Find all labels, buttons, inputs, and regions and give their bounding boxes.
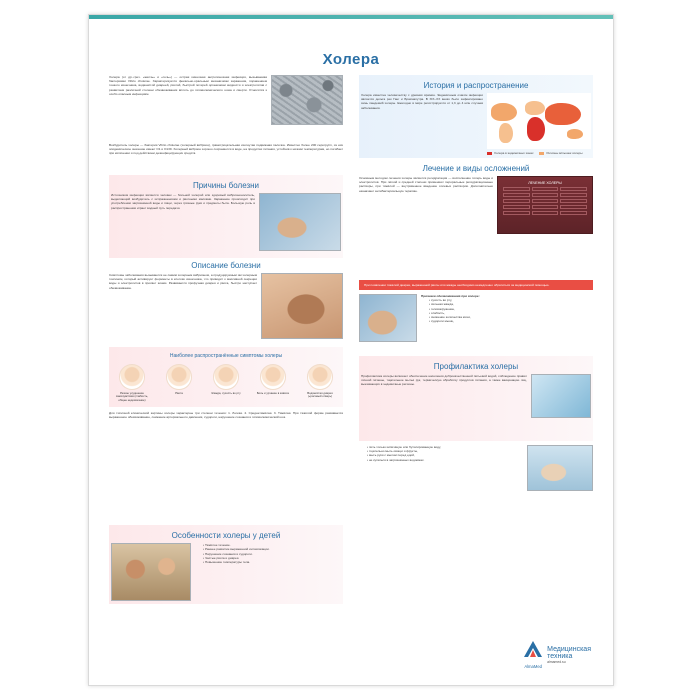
logo-line1: Медицинская bbox=[547, 645, 591, 653]
dehydration-bullet: • снижение количества мочи, bbox=[429, 315, 593, 319]
dehydration-title: Признаки обезвоживания при холере: bbox=[421, 294, 480, 298]
symptom-caption: Водянистая диарея («рисовый отвар») bbox=[307, 391, 333, 399]
logo-site: almamed.su bbox=[547, 659, 566, 664]
page-title: Холера bbox=[322, 51, 380, 68]
symptom-caption: Резкое ухудшение самочувствия (слабость, общее недомогание) bbox=[115, 391, 149, 402]
history-text: Холера известна человечеству с древних времён. Эндемичным очагом инфекции является дельта рек Ганг и Брахмапутра. В XIX–XX веках было зафиксировано семь пандемий холеры. Ежегодно в мире регистрируется от 1,3 до 4 млн случаев заболевания. bbox=[361, 93, 483, 110]
children-bullet: • Повышение температуры тела. bbox=[203, 560, 341, 564]
dehydration-bullet: • сухость во рту, bbox=[429, 298, 593, 302]
course-text: Для типичной клинической картины холеры характерны три степени течения: 1. Легкая. 2. Среднетяжёлая. 3. Тяжёлая. При тяжёлой форме развивается выраженное обезвоживание, снижение артериального давления, судороги, нарушение сознания и гиповолемический шок. bbox=[109, 411, 343, 420]
prevention-bullets bbox=[359, 445, 523, 491]
stomach-pain-icon bbox=[260, 364, 286, 390]
children-title: Особенности холеры у детей bbox=[171, 531, 281, 541]
treatment-title: Лечение и виды осложнений bbox=[422, 164, 530, 173]
history-section bbox=[359, 75, 593, 158]
symptom-item bbox=[209, 364, 243, 402]
world-map bbox=[487, 93, 591, 155]
symptom-item bbox=[256, 364, 290, 402]
symptoms-title: Наиболее распространённые симптомы холеры bbox=[169, 353, 283, 359]
prevention-title: Профилактика холеры bbox=[433, 362, 519, 371]
logo-brand: AlmaMed bbox=[524, 664, 542, 669]
treatment-text: Основным методом лечения холеры является регидратация — восполнение потерь воды и электролитов. При лёгкой и средней степени применяют пероральные регидратационные растворы, при тяжёлой — внутривенное введение солевых растворов. Дополнительно назначают антибактериальную терапию. bbox=[359, 176, 493, 193]
causes-section bbox=[109, 175, 343, 258]
causes-text: Источником инфекции является человек — больной холерой или здоровый вибриононоситель, выделяющий возбудитель с испражнениями и рвотными массами. Заражение происходит при употреблении загрязнённой воды и пищи, через грязные руки и предметы быта. Большую роль в распространении играет водный путь передачи. bbox=[111, 193, 255, 210]
symptom-item bbox=[115, 364, 149, 402]
legend-item: Регионы вспышек холеры bbox=[546, 151, 583, 155]
description-title: Описание болезни bbox=[191, 261, 261, 270]
almamed-mark-icon bbox=[523, 640, 543, 658]
diarrhea-icon bbox=[307, 364, 333, 390]
handwashing-sink-image bbox=[527, 445, 593, 491]
treatment-panel-title: ЛЕЧЕНИЕ ХОЛЕРЫ bbox=[528, 181, 562, 185]
hand-washing-image bbox=[259, 193, 341, 251]
prevention-bullet: • тщательно мыть овощи и фрукты, bbox=[367, 449, 523, 453]
pathogen-text: Возбудитель холеры — бактерия Vibrio cholerae (холерный вибрион), грамотрицательная изогнутая подвижная палочка. Известно более 200 серогрупп, из них эпидемическое значение имеют О1 и О139. Холерный вибрион хорошо сохраняется в воде, на продуктах питания, устойчив к низким температурам, но погибает при кипячении и под действием дезинфицирующих средств. bbox=[109, 143, 343, 156]
symptom-item bbox=[162, 364, 196, 402]
vibrio-micrograph-image bbox=[271, 75, 343, 125]
poster bbox=[88, 14, 614, 686]
left-column bbox=[109, 75, 343, 604]
symptom-caption: Боль и урчание в животе bbox=[256, 391, 290, 395]
prevention-section bbox=[359, 356, 593, 441]
dehydration-bullets bbox=[421, 298, 593, 323]
symptoms-list bbox=[109, 362, 343, 404]
children-bullet: • Тяжёлое течение. bbox=[203, 543, 341, 547]
children-bullet: • Частые рвота и диарея. bbox=[203, 556, 341, 560]
causes-title: Причины болезни bbox=[192, 181, 260, 190]
children-bullets bbox=[195, 543, 341, 601]
children-bullet: • Нарушение сознания и судороги. bbox=[203, 552, 341, 556]
dehydration-bullet: • головокружение, bbox=[429, 307, 593, 311]
thirst-icon bbox=[213, 364, 239, 390]
warning-callout: При появлении тяжёлой диареи, выраженной рвоты или жажды необходимо немедленно обратиться за медицинской помощью. bbox=[359, 280, 593, 290]
sick-child-image bbox=[111, 543, 191, 601]
prevention-bullet: • пить только кипячёную или бутилированную воду, bbox=[367, 445, 523, 449]
children-bullet: • Раннее развитие выраженной интоксикации. bbox=[203, 547, 341, 551]
history-title: История и распространение bbox=[423, 81, 529, 90]
weakness-icon bbox=[119, 364, 145, 390]
symptom-caption: Жажда, сухость во рту bbox=[211, 391, 241, 395]
dehydration-block bbox=[421, 294, 593, 342]
dehydration-bullet: • слабость, bbox=[429, 311, 593, 315]
almamed-logo bbox=[523, 640, 591, 669]
logo-line2: техника bbox=[547, 652, 573, 660]
intro-text: Холера (от др.-греч. «желчь» и «течь») — острая кишечная антропонозная инфекция, вызываемая бактериями Vibrio cholerae. Характеризуется фекально-оральным механизмом заражения, поражением тонкого кишечника, водянистой диареей, рвотой, быстрой потерей организмом жидкости и электролитов с развитием различной степени обезвоживания вплоть до гиповолемического шока и смерти. Относится к особо опасным инфекциям. bbox=[109, 75, 267, 96]
symptoms-section bbox=[109, 347, 343, 407]
symptom-item bbox=[303, 364, 337, 402]
legend-item: Холера в эндемичных зонах bbox=[494, 151, 534, 155]
doctor-image bbox=[359, 294, 417, 342]
right-column bbox=[359, 75, 593, 491]
dehydration-bullet: • сильная жажда, bbox=[429, 302, 593, 306]
prevention-bullet: • мыть руки с мылом перед едой, bbox=[367, 453, 523, 457]
symptom-caption: Рвота bbox=[175, 391, 183, 395]
map-legend bbox=[487, 151, 591, 155]
dehydration-bullet: • судороги мышц. bbox=[429, 319, 593, 323]
prevention-text: Профилактика холеры включает обеспечение населения доброкачественной питьевой водой, соблюдение правил личной гигиены, тщательное мытьё рук, термическую обработку продуктов питания, а также вакцинацию лиц, выезжающих в эндемичные регионы. bbox=[361, 374, 527, 387]
prevention-bullet: • не купаться в загрязнённых водоёмах. bbox=[367, 458, 523, 462]
water-image bbox=[531, 374, 591, 418]
vomiting-icon bbox=[166, 364, 192, 390]
description-text: Симптомы заболевания вызываются не самим холерным вибрионом, а продуцируемым им холерным токсином, который активирует ферменты в клетках кишечника, что приводит к массивной секреции воды и электролитов в просвет кишки. Развивается профузная диарея и рвота, быстро наступает обезвоживание. bbox=[109, 273, 257, 290]
treatment-panel bbox=[497, 176, 593, 234]
abdominal-pain-image bbox=[261, 273, 343, 339]
children-section bbox=[109, 525, 343, 604]
cholera-map bbox=[487, 93, 591, 149]
